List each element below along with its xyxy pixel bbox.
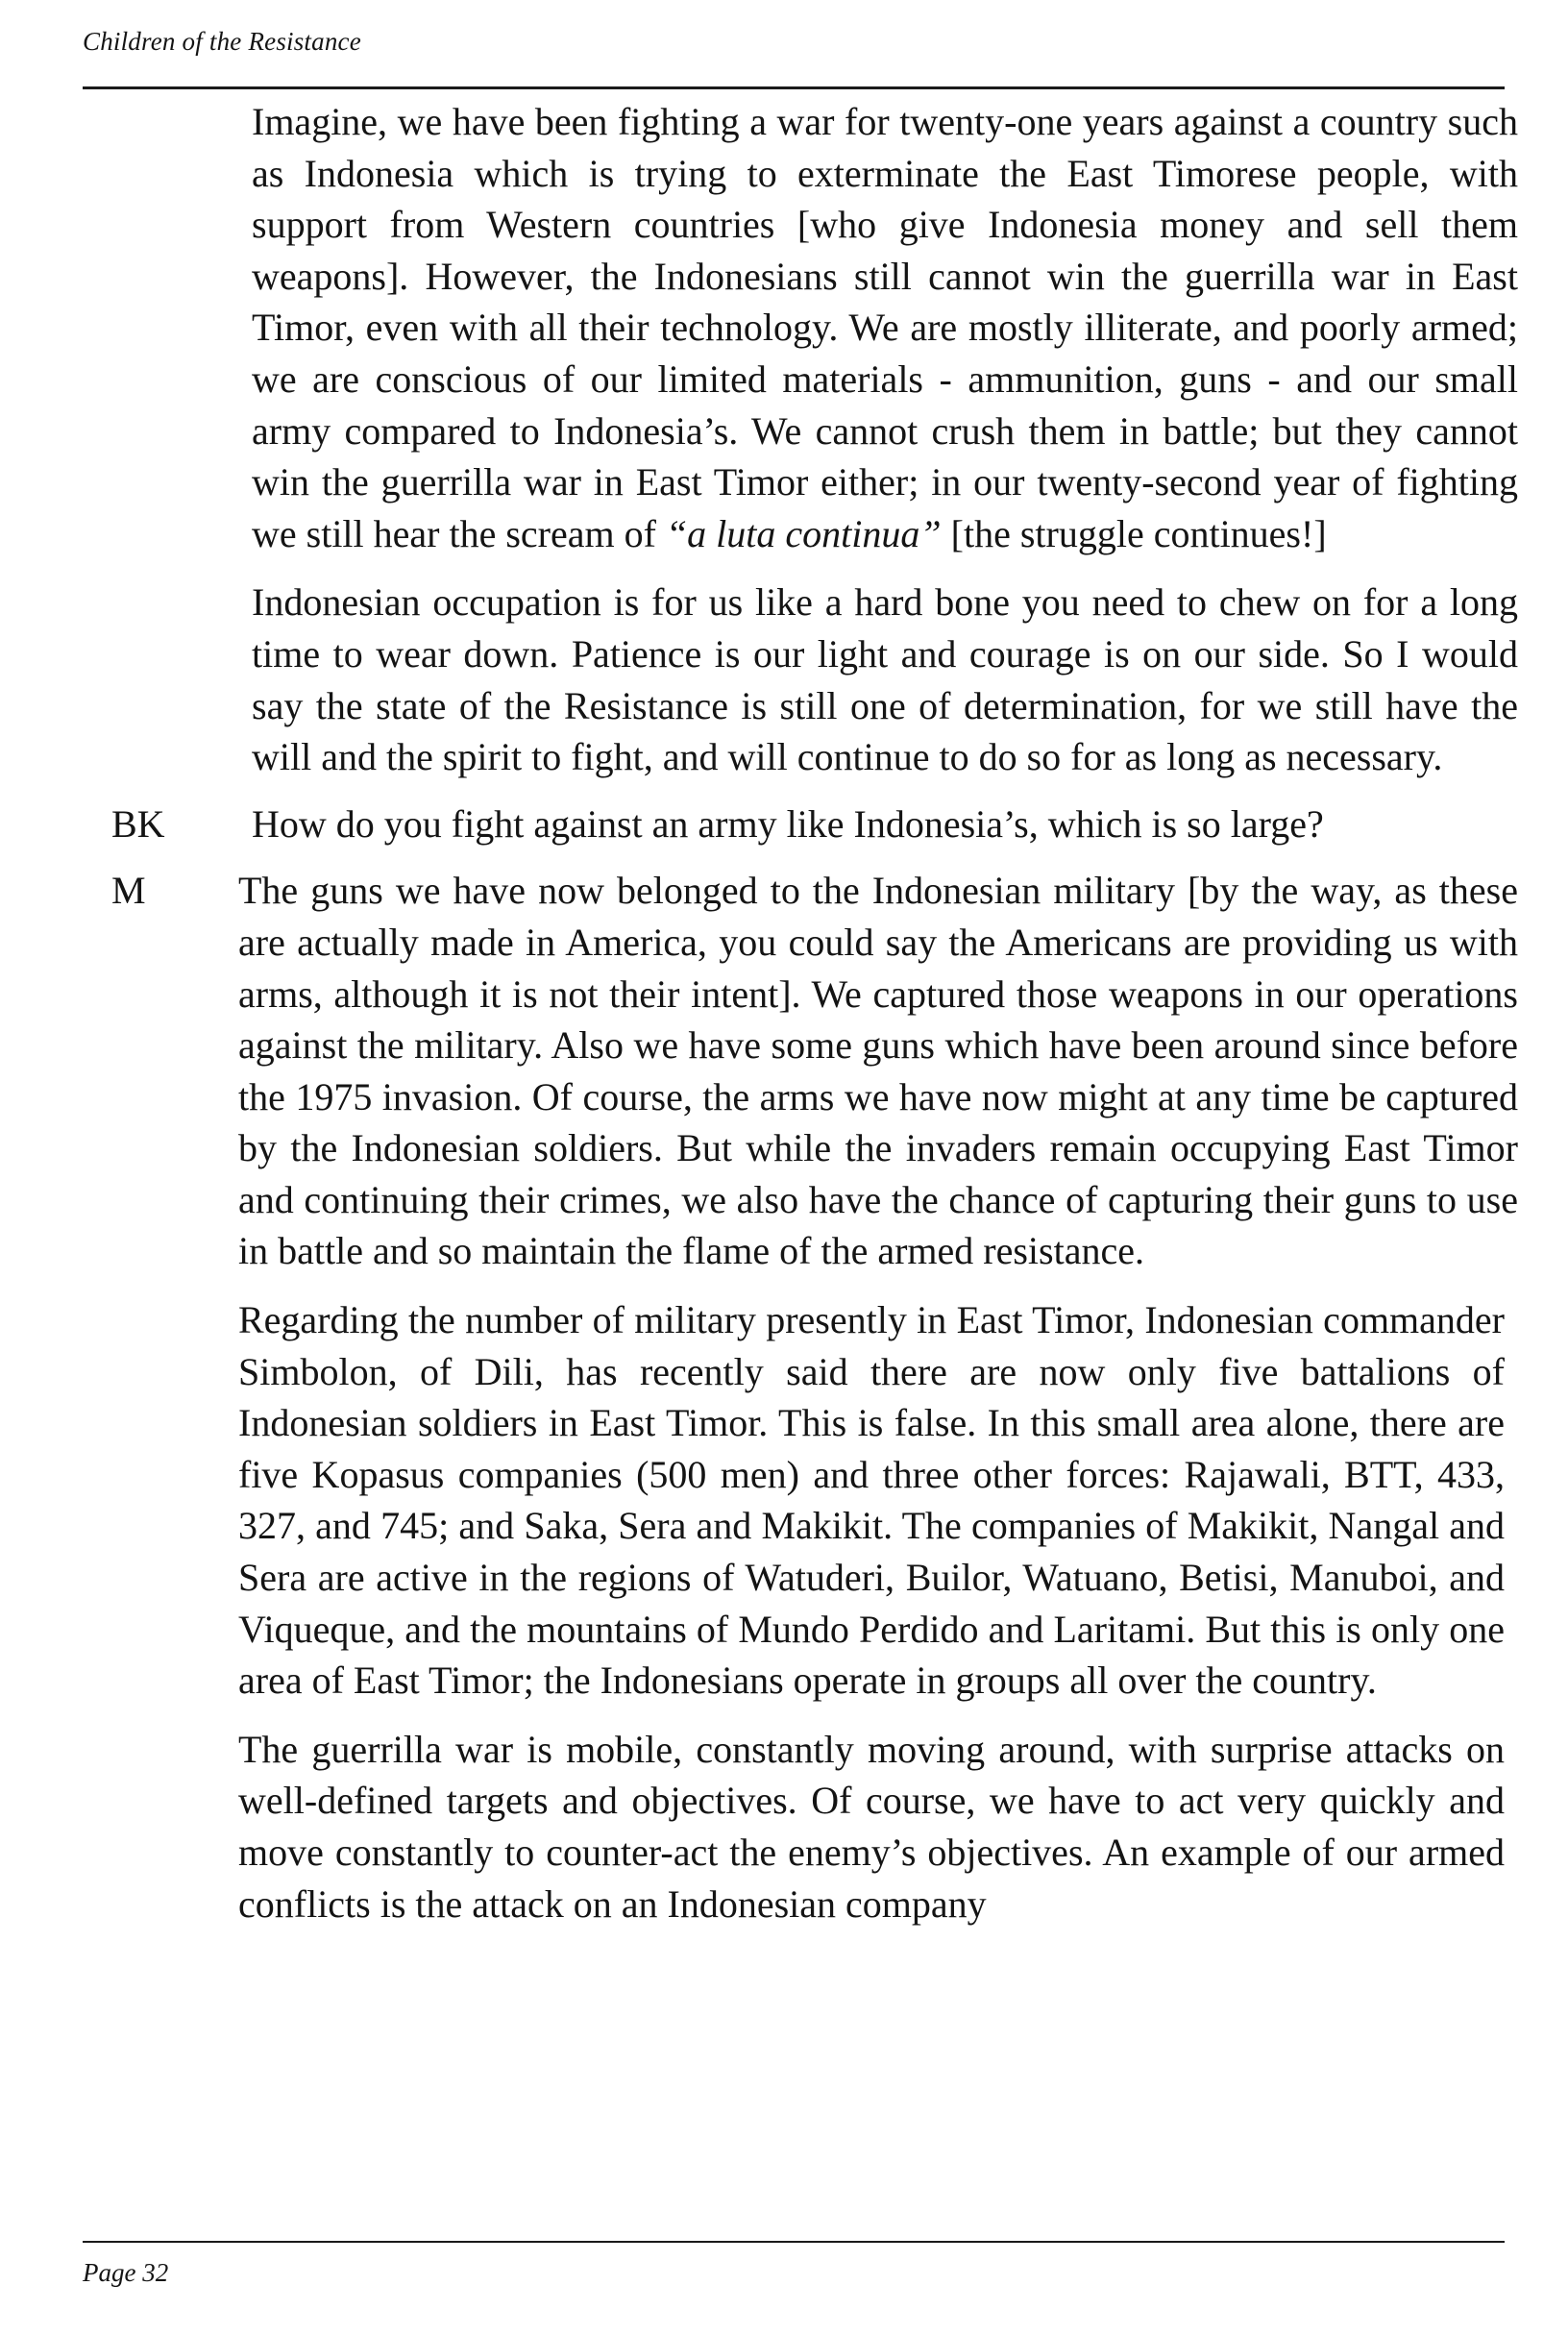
page-body — [0, 96, 1568, 1929]
paragraph-text-end: [the struggle continues!] — [941, 511, 1327, 555]
footer-rule — [83, 2241, 1505, 2243]
running-header: Children of the Resistance — [83, 27, 361, 56]
question-text: How do you fight against an army like Indonesia’s, which is so large? — [252, 801, 1324, 846]
answer-text: The guns we have now belonged to the Indonesian military [by the way, as these are actually made in America, you could say the Americans are providing us with arms, although it is not their intent]. We captured those weapons in our operations against the military. Also we have some guns which have been around since before the 1975 invasion. Of course, the arms we have now might at any time be captured by the Indonesian soldiers. But while the invaders remain occupying East Timor and continuing their crimes, we also have the chance of capturing their guns to use in battle and so maintain the flame of the armed resistance. — [238, 869, 1518, 1273]
speaker-label: M — [111, 869, 146, 913]
exchange-row — [0, 865, 1568, 1277]
paragraph: Indonesian occupation is for us like a hard bone you need to chew on for a long time to wear down. Patience is our light and courage is on our side. So I would say the state of the Resistance is still one of determination, for we still have the will and the spirit to fight, and will continue to do so for as long as necessary. — [252, 580, 1518, 779]
paragraph: The guerrilla war is mobile, constantly moving around, with surprise attacks on well-defined targets and objectives. Of course, we have to act very quickly and move constantly to counter-act the enemy’s objectives. An example of our armed conflicts is the attack on an Indonesian company — [238, 1727, 1505, 1926]
paragraph: Regarding the number of military presently in East Timor, Indonesian commander Simbolon, of Dili, has recently said there are now only five battalions of Indonesian soldiers in East Timor. This is false. In this small area alone, there are five Kopasus companies (500 men) and three other forces: Rajawali, BTT, 433, 327, and 745; and Saka, Sera and Makikit. The companies of Makikit, Nangal and Sera are active in the regions of Watuderi, Builor, Watuano, Betisi, Manuboi, and Viqueque, and the mountains of Mundo Perdido and Laritami. But this is only one area of East Timor; the Indonesians operate in groups all over the country. — [238, 1298, 1505, 1703]
paragraph — [252, 96, 1518, 559]
header-rule — [83, 86, 1505, 89]
speaker-label: BK — [111, 801, 165, 846]
page-number: Page 32 — [83, 2258, 169, 2287]
paragraph-text: Imagine, we have been fighting a war for twenty-one years against a country such as Indonesia which is trying to exterminate the East Timorese people, with support from Western countries [who give Indonesia money and sell them weapons]. However, the Indonesians still cannot win the guerrilla war in East Timor, even with all their technology. We are mostly illiterate, and poorly armed; we are conscious of our limited materials - ammunition, guns - and our small army compared to Indonesia’s. We cannot crush them in battle; but they cannot win the guerrilla war in East Timor either; in our twenty-second year of fighting we still hear the scream of — [252, 100, 1518, 555]
exchange-row — [0, 799, 1568, 850]
italic-phrase: “a luta continua” — [665, 511, 942, 555]
